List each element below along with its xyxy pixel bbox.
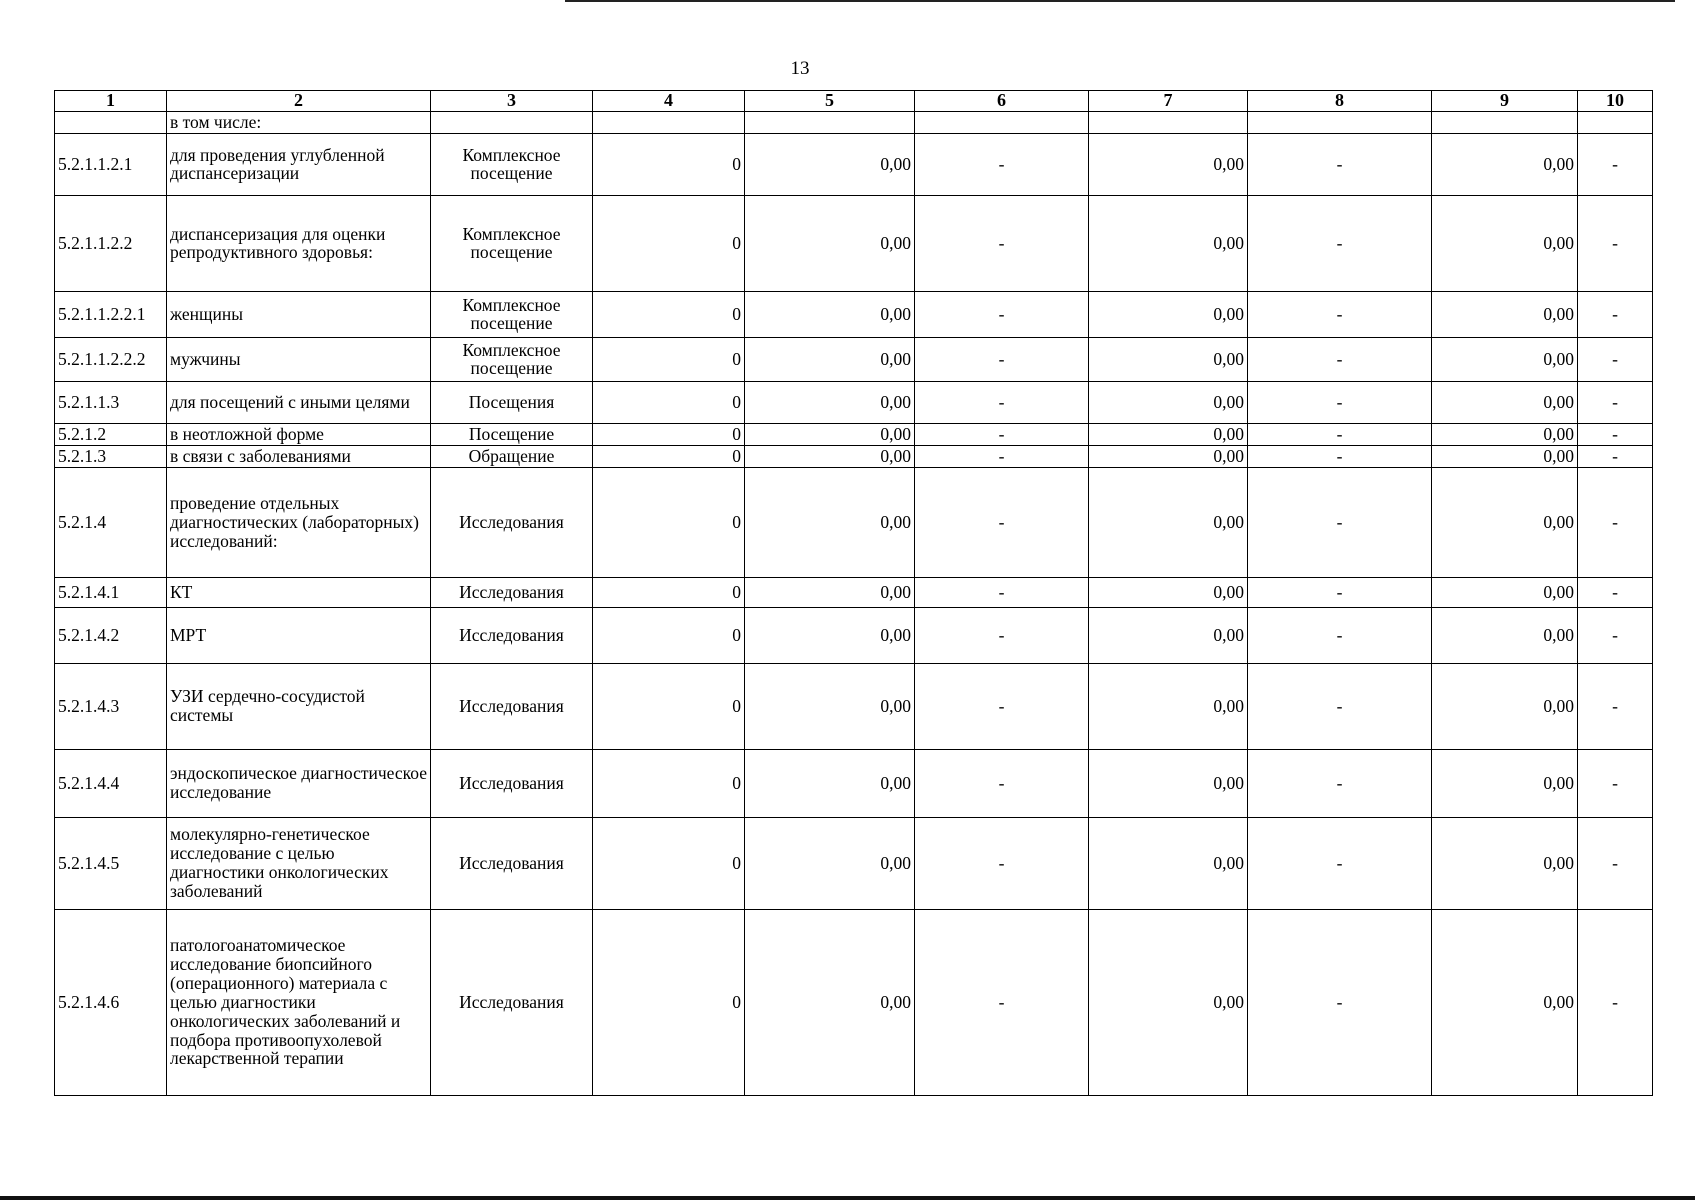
col10-value: - [1578, 749, 1653, 817]
col8-value: - [1248, 423, 1432, 445]
col6-value: - [915, 445, 1089, 467]
col8-value: - [1248, 467, 1432, 577]
row-unit: Исследования [431, 749, 593, 817]
col10-value: - [1578, 381, 1653, 423]
row-unit [431, 112, 593, 134]
row-unit: Обращение [431, 445, 593, 467]
col8-value: - [1248, 909, 1432, 1095]
row-code: 5.2.1.2 [55, 423, 167, 445]
col8-value: - [1248, 663, 1432, 749]
col10-value [1578, 112, 1653, 134]
col7-value: 0,00 [1089, 817, 1248, 909]
col8-value: - [1248, 291, 1432, 337]
col10-value: - [1578, 577, 1653, 607]
row-name: мужчины [167, 337, 431, 381]
col4-value: 0 [593, 381, 745, 423]
row-unit: Посещение [431, 423, 593, 445]
col7-value: 0,00 [1089, 195, 1248, 291]
col10-value: - [1578, 445, 1653, 467]
col7-value: 0,00 [1089, 749, 1248, 817]
row-name: МРТ [167, 607, 431, 663]
column-header: 5 [745, 91, 915, 112]
col10-value: - [1578, 663, 1653, 749]
col4-value: 0 [593, 817, 745, 909]
scan-bottom-border [0, 1196, 1695, 1200]
row-unit: Комплексное посещение [431, 195, 593, 291]
col9-value: 0,00 [1432, 381, 1578, 423]
page-number: 13 [790, 58, 810, 79]
table-row [55, 381, 1653, 423]
table-row [55, 291, 1653, 337]
col5-value: 0,00 [745, 607, 915, 663]
row-name: для посещений с иными целями [167, 381, 431, 423]
row-unit: Исследования [431, 607, 593, 663]
table-row [55, 112, 1653, 134]
row-code: 5.2.1.3 [55, 445, 167, 467]
row-name: в том числе: [167, 112, 431, 134]
col8-value [1248, 112, 1432, 134]
col9-value: 0,00 [1432, 663, 1578, 749]
col10-value: - [1578, 423, 1653, 445]
table-row [55, 817, 1653, 909]
col5-value [745, 112, 915, 134]
row-unit: Исследования [431, 663, 593, 749]
col7-value: 0,00 [1089, 577, 1248, 607]
col10-value: - [1578, 133, 1653, 195]
row-code: 5.2.1.4 [55, 467, 167, 577]
table-row [55, 133, 1653, 195]
col6-value: - [915, 467, 1089, 577]
col9-value: 0,00 [1432, 909, 1578, 1095]
col4-value: 0 [593, 195, 745, 291]
column-header: 7 [1089, 91, 1248, 112]
row-unit: Исследования [431, 467, 593, 577]
header-row [55, 91, 1653, 112]
col6-value: - [915, 909, 1089, 1095]
col5-value: 0,00 [745, 577, 915, 607]
table-row [55, 337, 1653, 381]
column-header: 9 [1432, 91, 1578, 112]
col4-value: 0 [593, 445, 745, 467]
row-code: 5.2.1.4.1 [55, 577, 167, 607]
row-name: диспансеризация для оценки репродуктивного здоровья: [167, 195, 431, 291]
col9-value: 0,00 [1432, 195, 1578, 291]
col4-value: 0 [593, 663, 745, 749]
col9-value: 0,00 [1432, 445, 1578, 467]
col6-value: - [915, 337, 1089, 381]
col4-value: 0 [593, 291, 745, 337]
row-code: 5.2.1.4.4 [55, 749, 167, 817]
col5-value: 0,00 [745, 467, 915, 577]
table-row [55, 663, 1653, 749]
col8-value: - [1248, 381, 1432, 423]
col5-value: 0,00 [745, 749, 915, 817]
table-row [55, 195, 1653, 291]
col7-value: 0,00 [1089, 381, 1248, 423]
col4-value: 0 [593, 577, 745, 607]
col6-value: - [915, 381, 1089, 423]
row-name: в связи с заболеваниями [167, 445, 431, 467]
row-unit: Посещения [431, 381, 593, 423]
column-header: 1 [55, 91, 167, 112]
col4-value: 0 [593, 133, 745, 195]
col6-value: - [915, 663, 1089, 749]
col6-value: - [915, 607, 1089, 663]
col4-value [593, 112, 745, 134]
col10-value: - [1578, 337, 1653, 381]
column-header: 8 [1248, 91, 1432, 112]
column-header: 4 [593, 91, 745, 112]
col6-value: - [915, 291, 1089, 337]
row-code: 5.2.1.1.3 [55, 381, 167, 423]
col4-value: 0 [593, 749, 745, 817]
row-name: УЗИ сердечно-сосудистой системы [167, 663, 431, 749]
col5-value: 0,00 [745, 445, 915, 467]
row-name: молекулярно-генетическое исследование с целью диагностики онкологических заболеваний [167, 817, 431, 909]
table-row [55, 445, 1653, 467]
table-row [55, 749, 1653, 817]
col10-value: - [1578, 909, 1653, 1095]
col5-value: 0,00 [745, 195, 915, 291]
col5-value: 0,00 [745, 381, 915, 423]
col8-value: - [1248, 133, 1432, 195]
col9-value: 0,00 [1432, 749, 1578, 817]
col5-value: 0,00 [745, 133, 915, 195]
col7-value: 0,00 [1089, 445, 1248, 467]
col5-value: 0,00 [745, 291, 915, 337]
col6-value: - [915, 195, 1089, 291]
col9-value: 0,00 [1432, 291, 1578, 337]
col9-value [1432, 112, 1578, 134]
row-name: женщины [167, 291, 431, 337]
row-unit: Комплексное посещение [431, 337, 593, 381]
row-name: патологоанатомическое исследование биопсийного (операционного) материала с целью диагностики онкологических заболеваний и подбора противоопухолевой лекарственной терапии [167, 909, 431, 1095]
col10-value: - [1578, 291, 1653, 337]
col10-value: - [1578, 817, 1653, 909]
col7-value: 0,00 [1089, 909, 1248, 1095]
col7-value: 0,00 [1089, 337, 1248, 381]
col7-value: 0,00 [1089, 423, 1248, 445]
row-code: 5.2.1.1.2.2.2 [55, 337, 167, 381]
row-unit: Комплексное посещение [431, 133, 593, 195]
row-name: КТ [167, 577, 431, 607]
col8-value: - [1248, 607, 1432, 663]
col8-value: - [1248, 817, 1432, 909]
column-header: 2 [167, 91, 431, 112]
col5-value: 0,00 [745, 423, 915, 445]
col7-value: 0,00 [1089, 663, 1248, 749]
row-code: 5.2.1.4.3 [55, 663, 167, 749]
data-table [54, 90, 1653, 1096]
row-code: 5.2.1.4.5 [55, 817, 167, 909]
column-header: 3 [431, 91, 593, 112]
col7-value: 0,00 [1089, 291, 1248, 337]
table-row [55, 577, 1653, 607]
col4-value: 0 [593, 467, 745, 577]
col4-value: 0 [593, 909, 745, 1095]
column-header: 10 [1578, 91, 1653, 112]
col9-value: 0,00 [1432, 607, 1578, 663]
row-code: 5.2.1.1.2.1 [55, 133, 167, 195]
col8-value: - [1248, 195, 1432, 291]
col6-value: - [915, 423, 1089, 445]
col10-value: - [1578, 607, 1653, 663]
column-header: 6 [915, 91, 1089, 112]
col4-value: 0 [593, 607, 745, 663]
col9-value: 0,00 [1432, 337, 1578, 381]
col5-value: 0,00 [745, 817, 915, 909]
col8-value: - [1248, 577, 1432, 607]
row-unit: Исследования [431, 817, 593, 909]
col4-value: 0 [593, 337, 745, 381]
row-name: в неотложной форме [167, 423, 431, 445]
col5-value: 0,00 [745, 663, 915, 749]
col9-value: 0,00 [1432, 577, 1578, 607]
col9-value: 0,00 [1432, 467, 1578, 577]
col7-value [1089, 112, 1248, 134]
col6-value [915, 112, 1089, 134]
table-row [55, 607, 1653, 663]
row-code: 5.2.1.4.6 [55, 909, 167, 1095]
col6-value: - [915, 749, 1089, 817]
col6-value: - [915, 817, 1089, 909]
col9-value: 0,00 [1432, 133, 1578, 195]
col6-value: - [915, 577, 1089, 607]
col7-value: 0,00 [1089, 607, 1248, 663]
row-unit: Исследования [431, 577, 593, 607]
col9-value: 0,00 [1432, 817, 1578, 909]
row-unit: Исследования [431, 909, 593, 1095]
col4-value: 0 [593, 423, 745, 445]
row-code: 5.2.1.1.2.2.1 [55, 291, 167, 337]
scan-top-border [565, 0, 1675, 2]
row-name: эндоскопическое диагностическое исследование [167, 749, 431, 817]
col5-value: 0,00 [745, 909, 915, 1095]
table-row [55, 909, 1653, 1095]
row-code: 5.2.1.4.2 [55, 607, 167, 663]
table-row [55, 423, 1653, 445]
col8-value: - [1248, 337, 1432, 381]
col7-value: 0,00 [1089, 467, 1248, 577]
table-row [55, 467, 1653, 577]
col8-value: - [1248, 445, 1432, 467]
col7-value: 0,00 [1089, 133, 1248, 195]
col10-value: - [1578, 195, 1653, 291]
col8-value: - [1248, 749, 1432, 817]
col6-value: - [915, 133, 1089, 195]
col10-value: - [1578, 467, 1653, 577]
row-code: 5.2.1.1.2.2 [55, 195, 167, 291]
col9-value: 0,00 [1432, 423, 1578, 445]
row-code [55, 112, 167, 134]
row-name: проведение отдельных диагностических (лабораторных) исследований: [167, 467, 431, 577]
row-name: для проведения углубленной диспансеризации [167, 133, 431, 195]
col5-value: 0,00 [745, 337, 915, 381]
row-unit: Комплексное посещение [431, 291, 593, 337]
